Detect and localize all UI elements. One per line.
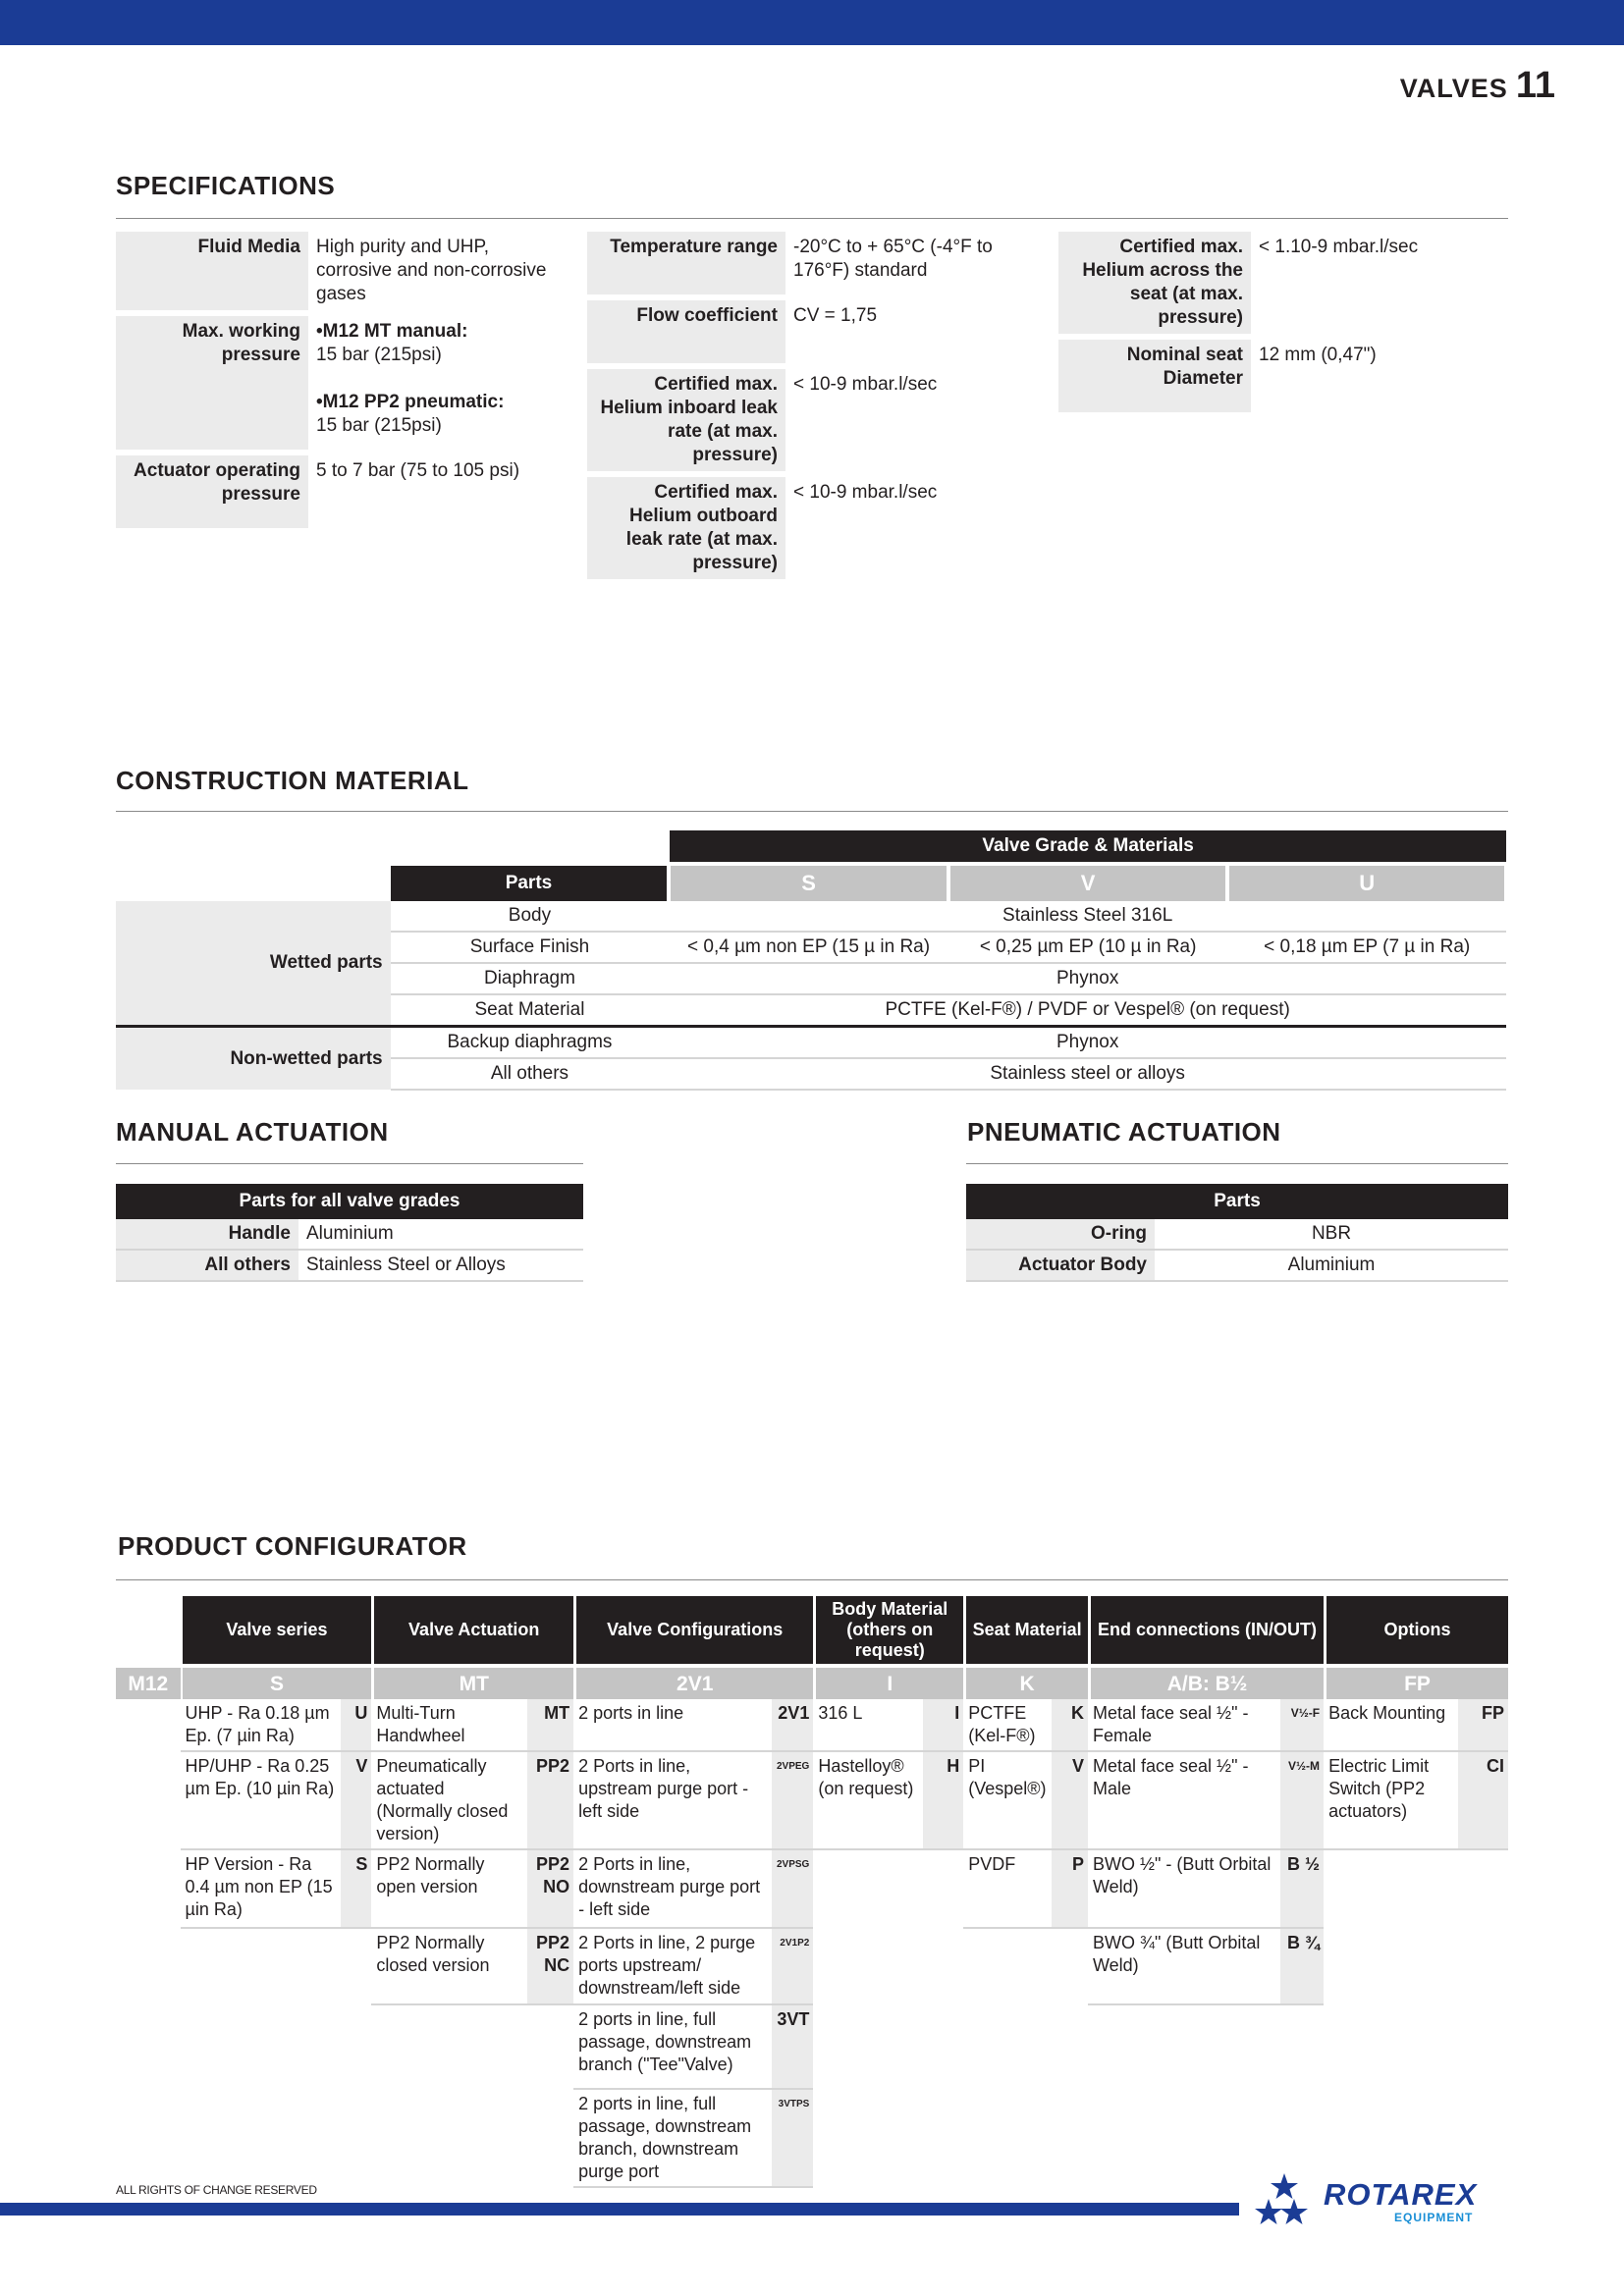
valve-configurations-header: Valve Configurations: [573, 1596, 813, 1664]
pneumatic-table: [966, 1184, 1508, 1282]
material-value: Stainless Steel or Alloys: [298, 1250, 583, 1281]
spec-value: < 10-9 mbar.l/sec: [785, 369, 1049, 471]
material-value: Aluminium: [1155, 1250, 1508, 1281]
logo-name: ROTAREX: [1324, 2177, 1478, 2212]
part-name: Actuator Body: [966, 1250, 1155, 1281]
seat-material-header: Seat Material: [963, 1596, 1088, 1664]
specifications-heading: SPECIFICATIONS: [116, 171, 336, 200]
configurator-rule: [116, 1579, 1508, 1580]
spec-row: [1058, 232, 1481, 334]
selected-series-code: S: [181, 1664, 372, 1699]
part-name: Backup diaphragms: [391, 1027, 670, 1059]
spec-row: [587, 477, 1049, 579]
ends-option-code: B ¾: [1280, 1929, 1324, 2005]
selected-config-code: 2V1: [573, 1664, 813, 1699]
seat-option-code: P: [1052, 1850, 1088, 1929]
spec-row: [116, 455, 571, 528]
material-value: < 0,25 µm EP (10 µ in Ra): [948, 932, 1228, 963]
end-connections-header: End connections (IN/OUT): [1088, 1596, 1324, 1664]
specs-col-3: [1058, 226, 1481, 418]
ends-option-text: BWO ½" - (Butt Orbital Weld): [1088, 1850, 1280, 1929]
options-header: Options: [1324, 1596, 1508, 1664]
ends-option-code: V½-M: [1280, 1752, 1324, 1850]
ends-option-code: V½-F: [1280, 1699, 1324, 1752]
spec-row: [1058, 340, 1481, 412]
specs-col-1: [116, 226, 571, 534]
grade-u-header: U: [1227, 864, 1506, 901]
body-material-header: Body Material (others on request): [813, 1596, 963, 1664]
body-option-text: Hastelloy® (on request): [813, 1752, 923, 1850]
part-name: Seat Material: [391, 994, 670, 1027]
spec-label: Max. working pressure: [116, 316, 308, 450]
spec-value: < 10-9 mbar.l/sec: [785, 477, 1049, 579]
actuation-option-text: PP2 Normally closed version: [371, 1929, 527, 2005]
part-name: O-ring: [966, 1219, 1155, 1250]
manual-actuation-heading: MANUAL ACTUATION: [116, 1117, 389, 1147]
actuation-option-code: PP2: [527, 1752, 573, 1850]
specs-col-2: [587, 226, 1049, 585]
manual-table: [116, 1184, 583, 1282]
spec-label: Actuator operating pressure: [116, 455, 308, 528]
selected-actuation-code: MT: [371, 1664, 573, 1699]
actuation-option-code: PP2 NO: [527, 1850, 573, 1929]
spec-subvalue: 15 bar (215psi): [316, 345, 442, 365]
material-value: Phynox: [669, 1027, 1506, 1059]
selected-body-code: I: [813, 1664, 963, 1699]
config-option-text: 2 Ports in line, 2 purge ports upstream/ downstream/left side: [573, 1929, 772, 2005]
config-option-code: 2V1P2: [772, 1929, 813, 2005]
ends-option-text: Metal face seal ½" - Female: [1088, 1699, 1280, 1752]
spec-row: [587, 369, 1049, 471]
spec-row: [587, 300, 1049, 363]
config-option-code: 3VT: [772, 2005, 813, 2090]
config-option-text: 2 ports in line: [573, 1699, 772, 1752]
options-option-code: CI: [1458, 1752, 1508, 1850]
valve-grade-header: Valve Grade & Materials: [669, 830, 1506, 864]
ends-option-text: Metal face seal ½" - Male: [1088, 1752, 1280, 1850]
pneumatic-table-header: Parts: [966, 1184, 1508, 1219]
stars-icon: [1255, 2171, 1324, 2226]
spec-subtitle: M12 MT manual:: [322, 321, 468, 342]
seat-option-text: PI (Vespel®): [963, 1752, 1051, 1850]
spec-value: High purity and UHP, corrosive and non-corrosive gases: [308, 232, 571, 310]
part-name: Diaphragm: [391, 963, 670, 994]
material-value: Phynox: [669, 963, 1506, 994]
spec-label: Certified max. Helium across the seat (at max. pressure): [1058, 232, 1251, 334]
rotarex-logo: [1255, 2171, 1510, 2226]
spec-label: Certified max. Helium inboard leak rate (at max. pressure): [587, 369, 785, 471]
part-name: Body: [391, 901, 670, 932]
series-option-code: U: [341, 1699, 372, 1752]
bottom-color-bar: [0, 2203, 1239, 2216]
top-color-bar: [0, 0, 1624, 45]
actuation-option-code: PP2 NC: [527, 1929, 573, 2005]
body-option-text: 316 L: [813, 1699, 923, 1752]
material-value: PCTFE (Kel-F®) / PVDF or Vespel® (on request): [669, 994, 1506, 1027]
spec-label: Certified max. Helium outboard leak rate (at max. pressure): [587, 477, 785, 579]
spec-row: [116, 316, 571, 450]
parts-header: Parts: [391, 864, 670, 901]
body-option-code: I: [923, 1699, 963, 1752]
part-name: Handle: [116, 1219, 298, 1250]
material-value: Stainless steel or alloys: [669, 1058, 1506, 1090]
config-option-code: 3VTPS: [772, 2090, 813, 2188]
material-value: < 0,4 µm non EP (15 µ in Ra): [669, 932, 948, 963]
part-name: Surface Finish: [391, 932, 670, 963]
grade-s-header: S: [669, 864, 948, 901]
material-value: < 0,18 µm EP (7 µ in Ra): [1227, 932, 1506, 963]
specifications-rule: [116, 218, 1508, 219]
manual-table-header: Parts for all valve grades: [116, 1184, 583, 1219]
spec-label: Flow coefficient: [587, 300, 785, 363]
page-number: 11: [1515, 65, 1555, 106]
ends-option-text: BWO ¾" (Butt Orbital Weld): [1088, 1929, 1280, 2005]
series-option-text: UHP - Ra 0.18 µm Ep. (7 µin Ra): [181, 1699, 341, 1752]
configurator-heading: PRODUCT CONFIGURATOR: [118, 1531, 467, 1561]
config-option-code: 2V1: [772, 1699, 813, 1752]
config-option-text: 2 Ports in line, downstream purge port - left side: [573, 1850, 772, 1929]
options-option-code: FP: [1458, 1699, 1508, 1752]
wetted-parts-label: Wetted parts: [116, 901, 391, 1027]
seat-option-code: V: [1052, 1752, 1088, 1850]
rights-notice: ALL RIGHTS OF CHANGE RESERVED: [116, 2183, 317, 2197]
spec-label: Fluid Media: [116, 232, 308, 310]
part-name: All others: [116, 1250, 298, 1281]
options-option-text: Electric Limit Switch (PP2 actuators): [1324, 1752, 1457, 1850]
seat-option-code: K: [1052, 1699, 1088, 1752]
spec-label: Nominal seat Diameter: [1058, 340, 1251, 412]
seat-option-text: PCTFE (Kel-F®): [963, 1699, 1051, 1752]
spec-value: 5 to 7 bar (75 to 105 psi): [308, 455, 571, 528]
actuation-option-text: PP2 Normally open version: [371, 1850, 527, 1929]
actuation-option-text: Pneumatically actuated (Normally closed version): [371, 1752, 527, 1850]
ends-option-code: B ½: [1280, 1850, 1324, 1929]
material-value: Aluminium: [298, 1219, 583, 1250]
spec-value: 12 mm (0,47"): [1251, 340, 1481, 412]
manual-rule: [116, 1163, 583, 1164]
spec-row: [116, 232, 571, 310]
configurator-table: [116, 1596, 1508, 2188]
config-option-text: 2 Ports in line, upstream purge port - left side: [573, 1752, 772, 1850]
series-option-text: HP/UHP - Ra 0.25 µm Ep. (10 µin Ra): [181, 1752, 341, 1850]
construction-table: [116, 830, 1508, 1091]
material-value: Stainless Steel 316L: [669, 901, 1506, 932]
selected-ends-code: A/B: B½: [1088, 1664, 1324, 1699]
pneumatic-actuation-heading: PNEUMATIC ACTUATION: [967, 1117, 1281, 1147]
pneumatic-rule: [966, 1163, 1508, 1164]
spec-value: -20°C to + 65°C (-4°F to 176°F) standard: [785, 232, 1049, 294]
config-option-text: 2 ports in line, full passage, downstream branch, downstream purge port: [573, 2090, 772, 2188]
spec-subvalue: 15 bar (215psi): [316, 415, 442, 436]
selected-option-code: FP: [1324, 1664, 1508, 1699]
series-option-code: V: [341, 1752, 372, 1850]
config-option-text: 2 ports in line, full passage, downstream branch ("Tee"Valve): [573, 2005, 772, 2090]
series-option-text: HP Version - Ra 0.4 µm non EP (15 µin Ra): [181, 1850, 341, 1929]
series-option-code: S: [341, 1850, 372, 1929]
spec-subtitle: M12 PP2 pneumatic:: [322, 392, 505, 412]
series-code-m12: M12: [116, 1664, 181, 1699]
valve-series-header: Valve series: [181, 1596, 372, 1664]
section-name: VALVES: [1399, 74, 1508, 103]
options-option-text: Back Mounting: [1324, 1699, 1457, 1752]
config-option-code: 2VPSG: [772, 1850, 813, 1929]
logo-subtitle: EQUIPMENT: [1394, 2211, 1474, 2224]
selected-seat-code: K: [963, 1664, 1088, 1699]
non-wetted-parts-label: Non-wetted parts: [116, 1027, 391, 1091]
construction-heading: CONSTRUCTION MATERIAL: [116, 766, 469, 795]
spec-value: •M12 MT manual: 15 bar (215psi) •M12 PP2 pneumatic: 15 bar (215psi): [308, 316, 571, 450]
spec-row: [587, 232, 1049, 294]
construction-rule: [116, 811, 1508, 812]
part-name: All others: [391, 1058, 670, 1090]
spec-value: CV = 1,75: [785, 300, 1049, 363]
actuation-option-code: MT: [527, 1699, 573, 1752]
body-option-code: H: [923, 1752, 963, 1850]
spec-value: < 1.10-9 mbar.l/sec: [1251, 232, 1481, 334]
page-header: [1400, 65, 1555, 107]
config-option-code: 2VPEG: [772, 1752, 813, 1850]
valve-actuation-header: Valve Actuation: [371, 1596, 573, 1664]
material-value: NBR: [1155, 1219, 1508, 1250]
seat-option-text: PVDF: [963, 1850, 1051, 1929]
spec-label: Temperature range: [587, 232, 785, 294]
actuation-option-text: Multi-Turn Handwheel: [371, 1699, 527, 1752]
grade-v-header: V: [948, 864, 1228, 901]
